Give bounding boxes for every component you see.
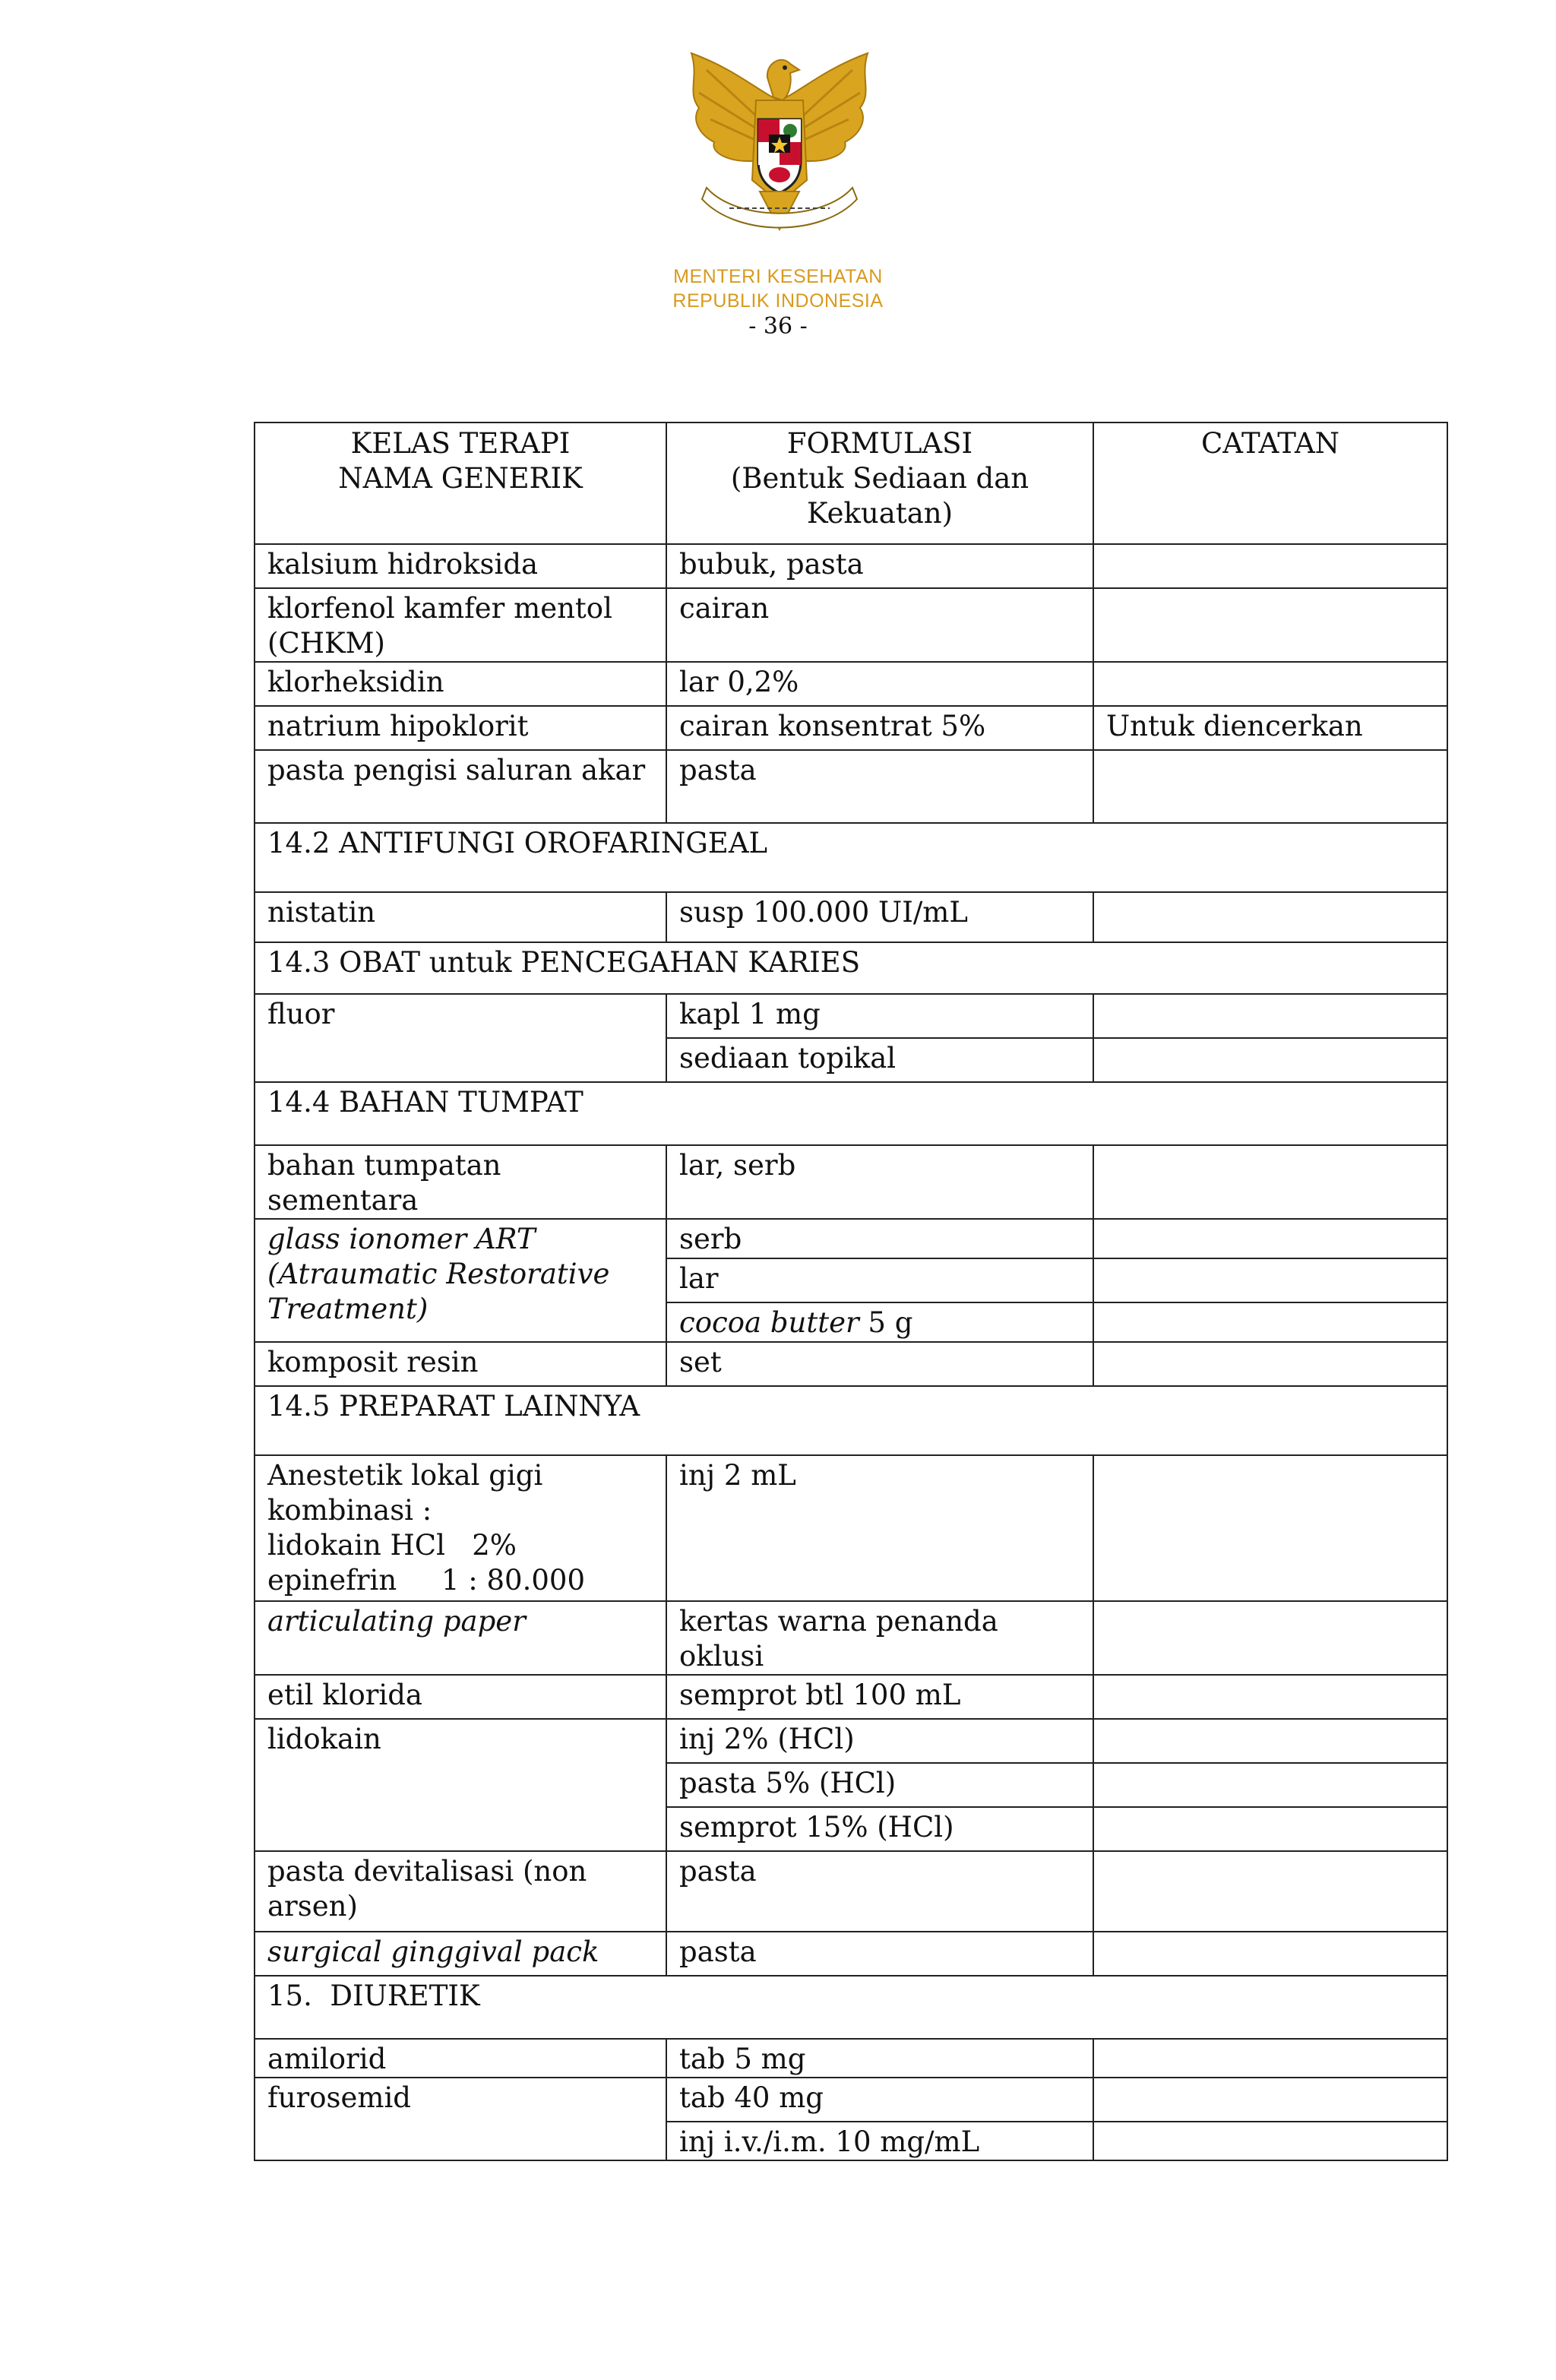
name-line: epinefrin 1 : 80.000: [267, 1564, 585, 1597]
cell-form: pasta: [666, 1932, 1093, 1976]
cell-name: pasta devitalisasi (non arsen): [255, 1851, 666, 1932]
cell-name: surgical ginggival pack: [255, 1932, 666, 1976]
cell-note: [1093, 1601, 1447, 1675]
cell-name: klorheksidin: [255, 662, 666, 706]
cell-name: [255, 1455, 666, 1601]
header-text: KELAS TERAPI: [350, 427, 571, 460]
table-row: [255, 994, 1447, 1038]
cell-form: tab 5 mg: [666, 2039, 1093, 2078]
table-row: [255, 706, 1447, 750]
cell-note: [1093, 1932, 1447, 1976]
ministry-title-line2: REPUBLIK INDONESIA: [672, 290, 884, 312]
form-rest: 5 g: [859, 1306, 913, 1339]
form-italic: cocoa butter: [679, 1306, 859, 1339]
cell-note: [1093, 892, 1447, 942]
table-row: [255, 1601, 1447, 1675]
cell-note: Untuk diencerkan: [1093, 706, 1447, 750]
cell-form: inj 2% (HCl): [666, 1719, 1093, 1763]
cell-name: articulating paper: [255, 1601, 666, 1675]
cell-form: semprot btl 100 mL: [666, 1675, 1093, 1719]
table-row: [255, 2078, 1447, 2122]
cell-note: [1093, 1038, 1447, 1082]
header-formulasi: [666, 423, 1093, 544]
cell-note: [1093, 2078, 1447, 2122]
cell-form: tab 40 mg: [666, 2078, 1093, 2122]
table-row: [255, 1932, 1447, 1976]
section-heading: 14.5 PREPARAT LAINNYA: [255, 1386, 1447, 1455]
cell-name: klorfenol kamfer mentol (CHKM): [255, 588, 666, 662]
cell-name: amilorid: [255, 2039, 666, 2078]
table-row: [255, 1675, 1447, 1719]
table-row: [255, 892, 1447, 942]
cell-name: kalsium hidroksida: [255, 544, 666, 588]
table-row: [255, 1455, 1447, 1601]
cell-note: [1093, 662, 1447, 706]
table-row: [255, 662, 1447, 706]
table-header-row: [255, 423, 1447, 544]
header-text: Kekuatan): [806, 497, 954, 530]
header-catatan: CATATAN: [1093, 423, 1447, 544]
header-kelas-terapi: [255, 423, 666, 544]
cell-form: cairan: [666, 588, 1093, 662]
cell-form: serb: [666, 1219, 1093, 1258]
cell-note: [1093, 544, 1447, 588]
cell-note: [1093, 1675, 1447, 1719]
table-row: [255, 1851, 1447, 1932]
cell-name: natrium hipoklorit: [255, 706, 666, 750]
cell-name: fluor: [255, 994, 666, 1082]
cell-note: [1093, 1258, 1447, 1302]
cell-form: sediaan topikal: [666, 1038, 1093, 1082]
section-row: [255, 1386, 1447, 1455]
cell-note: [1093, 1145, 1447, 1219]
cell-form: lar 0,2%: [666, 662, 1093, 706]
section-heading: 14.4 BAHAN TUMPAT: [255, 1082, 1447, 1145]
garuda-emblem-icon: [676, 47, 883, 246]
cell-name: etil klorida: [255, 1675, 666, 1719]
cell-form: inj i.v./i.m. 10 mg/mL: [666, 2122, 1093, 2160]
section-row: [255, 1082, 1447, 1145]
cell-form: [666, 1302, 1093, 1342]
cell-form: pasta 5% (HCl): [666, 1763, 1093, 1807]
name-line: Anestetik lokal gigi: [267, 1459, 543, 1492]
cell-name: lidokain: [255, 1719, 666, 1851]
section-row: [255, 823, 1447, 892]
section-heading: 14.3 OBAT untuk PENCEGAHAN KARIES: [255, 942, 1447, 994]
cell-form: lar: [666, 1258, 1093, 1302]
cell-form: set: [666, 1342, 1093, 1386]
cell-note: [1093, 1851, 1447, 1932]
cell-name: furosemid: [255, 2078, 666, 2160]
cell-note: [1093, 994, 1447, 1038]
cell-name: bahan tumpatan sementara: [255, 1145, 666, 1219]
cell-form: pasta: [666, 750, 1093, 823]
cell-note: [1093, 1807, 1447, 1851]
cell-name: nistatin: [255, 892, 666, 942]
cell-note: [1093, 2122, 1447, 2160]
cell-note: [1093, 1455, 1447, 1601]
header-text: NAMA GENERIK: [338, 462, 583, 495]
cell-form: lar, serb: [666, 1145, 1093, 1219]
cell-form: pasta: [666, 1851, 1093, 1932]
cell-note: [1093, 1219, 1447, 1258]
ministry-title-line1: MENTERI KESEHATAN: [673, 266, 883, 287]
medicine-table: [254, 422, 1448, 2161]
cell-form: inj 2 mL: [666, 1455, 1093, 1601]
cell-note: [1093, 750, 1447, 823]
section-heading: 15. DIURETIK: [255, 1976, 1447, 2039]
table-row: [255, 588, 1447, 662]
cell-name: glass ionomer ART (Atraumatic Restorative Treatment): [255, 1219, 666, 1342]
table-row: [255, 1342, 1447, 1386]
cell-note: [1093, 1763, 1447, 1807]
header-text: (Bentuk Sediaan dan: [730, 462, 1029, 495]
table-row: [255, 1145, 1447, 1219]
section-row: [255, 942, 1447, 994]
cell-note: [1093, 1342, 1447, 1386]
table-row: [255, 2039, 1447, 2078]
name-line: lidokain HCl 2%: [267, 1529, 517, 1562]
section-heading: 14.2 ANTIFUNGI OROFARINGEAL: [255, 823, 1447, 892]
cell-form: kapl 1 mg: [666, 994, 1093, 1038]
page-header: [0, 0, 1556, 357]
cell-name: pasta pengisi saluran akar: [255, 750, 666, 823]
name-line: kombinasi :: [267, 1494, 432, 1527]
cell-note: [1093, 1719, 1447, 1763]
table-row: [255, 750, 1447, 823]
table-row: [255, 1719, 1447, 1763]
cell-note: [1093, 2039, 1447, 2078]
cell-note: [1093, 1302, 1447, 1342]
cell-note: [1093, 588, 1447, 662]
cell-form: kertas warna penanda oklusi: [666, 1601, 1093, 1675]
section-row: [255, 1976, 1447, 2039]
table-row: [255, 544, 1447, 588]
cell-form: semprot 15% (HCl): [666, 1807, 1093, 1851]
page-number: - 36 -: [748, 313, 808, 340]
cell-form: susp 100.000 UI/mL: [666, 892, 1093, 942]
cell-name: komposit resin: [255, 1342, 666, 1386]
cell-form: bubuk, pasta: [666, 544, 1093, 588]
cell-form: cairan konsentrat 5%: [666, 706, 1093, 750]
table-row: [255, 1219, 1447, 1258]
header-text: FORMULASI: [786, 427, 973, 460]
